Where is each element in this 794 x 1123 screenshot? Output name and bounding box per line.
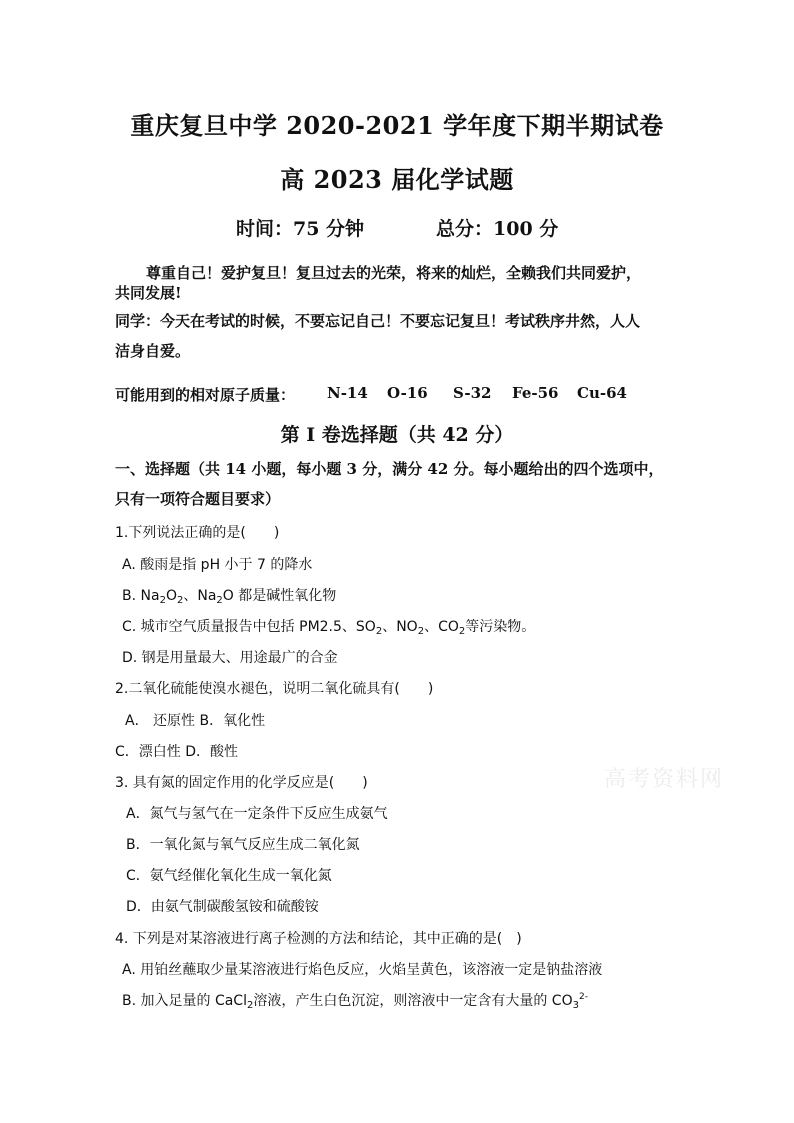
- watermark-text: 高考资料网: [604, 767, 725, 792]
- atomic-mass-item: N-14: [327, 384, 368, 402]
- exam-subtitle: 高 2023 届化学试题: [280, 165, 514, 194]
- exam-time: 时间：75 分钟: [236, 218, 365, 240]
- question-1-stem: 1.下列说法正确的是( ): [115, 525, 280, 541]
- motto-line-3: 同学：今天在考试的时候，不要忘记自己！不要忘记复旦！考试秩序井然，人人: [115, 312, 641, 330]
- question-2-options-ab: A． 还原性 B．氧化性: [125, 713, 266, 729]
- question-2-stem: 2.二氧化硫能使溴水褪色，说明二氧化硫具有( ): [115, 681, 434, 697]
- atomic-mass-item: O-16: [387, 384, 428, 402]
- question-3-option-d: D．由氨气制碳酸氢铵和硫酸铵: [126, 899, 319, 915]
- motto-line-2: 共同发展!: [115, 284, 182, 302]
- question-1-option-d: D. 钢是用量最大、用途最广的合金: [122, 650, 338, 666]
- section-heading: 第 I 卷选择题（共 42 分）: [280, 424, 514, 446]
- atomic-mass-item: S-32: [453, 384, 492, 402]
- question-3-option-b: B．一氧化氮与氧气反应生成二氧化氮: [126, 837, 360, 853]
- question-4-option-a: A. 用铂丝蘸取少量某溶液进行焰色反应，火焰呈黄色，该溶液一定是钠盐溶液: [122, 962, 603, 978]
- atomic-mass-item: Fe-56: [512, 384, 559, 402]
- question-3-stem: 3. 具有氮的固定作用的化学反应是( ): [115, 775, 368, 791]
- section-intro-line-1: 一、选择题（共 14 小题，每小题 3 分，满分 42 分。每小题给出的四个选项中，: [115, 460, 664, 478]
- atomic-masses: [115, 384, 627, 405]
- question-1-option-a: A. 酸雨是指 pH 小于 7 的降水: [122, 557, 313, 573]
- motto-line-1: 尊重自己！爱护复旦！复旦过去的光荣，将来的灿烂，全赖我们共同爱护，: [146, 264, 642, 282]
- question-1-option-b: B. $Na_2O_2$、$Na_2O$ 都是碱性氧化物: [122, 588, 337, 606]
- question-4-stem: 4. 下列是对某溶液进行离子检测的方法和结论，其中正确的是( ): [115, 931, 522, 947]
- atomic-masses-label: 可能用到的相对原子质量：: [115, 386, 296, 404]
- exam-title: 重庆复旦中学 2020-2021 学年度下期半期试卷: [130, 111, 664, 140]
- question-4-option-b: B. 加入足量的 CaCl$_2$溶液，产生白色沉淀，则溶液中一定含有大量的 $CO_3^{2-}$: [122, 992, 588, 1011]
- question-2-options-cd: C．漂白性 D．酸性: [115, 744, 239, 760]
- motto-line-4: 洁身自爱。: [115, 342, 191, 360]
- question-1-option-c: C. 城市空气质量报告中包括 PM2.5、$SO_2$、$NO_2$、$CO_2$等污染物。: [122, 619, 536, 637]
- question-3-option-c: C．氨气经催化氧化生成一氧化氮: [126, 868, 332, 884]
- atomic-mass-item: Cu-64: [577, 384, 627, 402]
- exam-total-score: 总分：100 分: [436, 218, 559, 240]
- section-intro-line-2: 只有一项符合题目要求）: [115, 490, 281, 508]
- question-3-option-a: A．氮气与氢气在一定条件下反应生成氨气: [126, 806, 388, 822]
